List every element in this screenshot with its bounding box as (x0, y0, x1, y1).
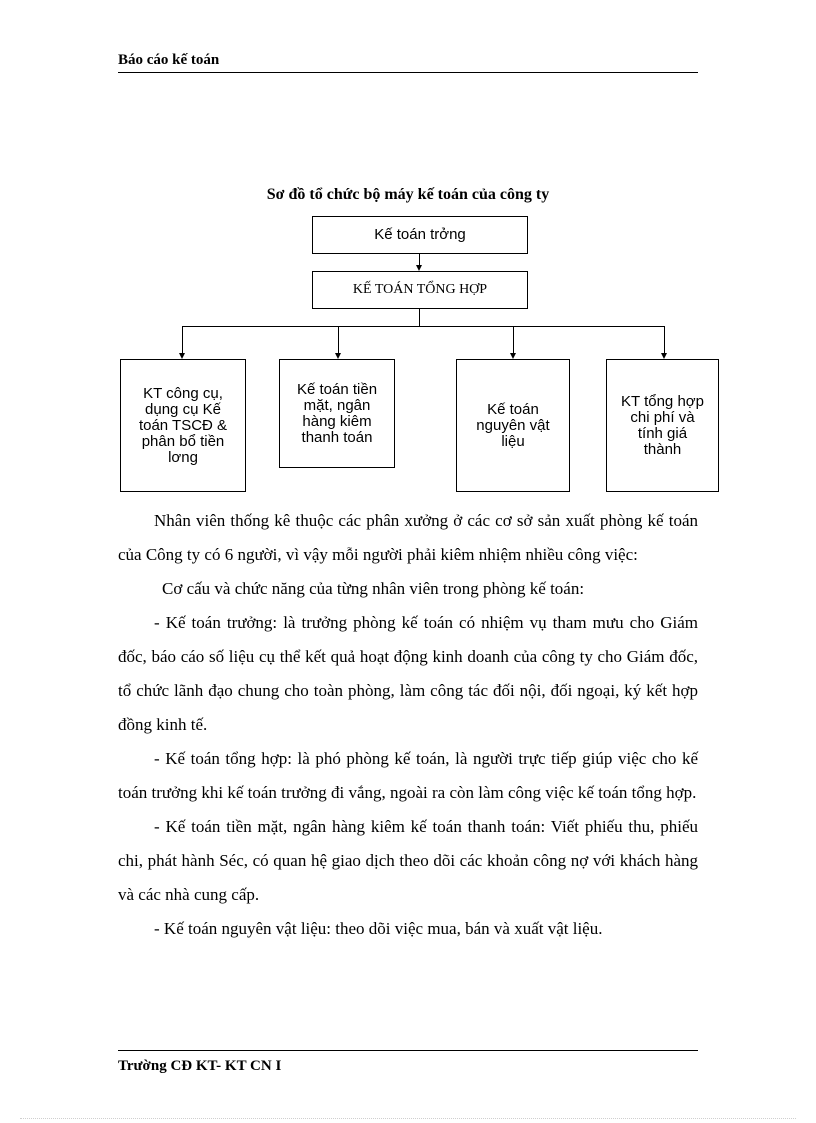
paragraph: Nhân viên thống kê thuộc các phân xưởng ở các cơ sở sản xuất phòng kế toán của Công ty có 6 người, vì vậy mỗi người phải kiêm nhiệm nhiều công việc: (118, 511, 698, 564)
materials-box (456, 359, 570, 492)
body-text (118, 504, 698, 946)
connector-child-1 (182, 326, 183, 353)
box-line: thành (643, 440, 682, 458)
general-accountant-box (312, 271, 528, 309)
footer-title: Trường CĐ KT- KT CN I (118, 1058, 282, 1074)
footer-rule (118, 1050, 698, 1051)
connector-horizontal (182, 326, 664, 327)
connector-child-2 (338, 326, 339, 353)
chief-accountant-box (312, 216, 528, 254)
connector-child-3 (513, 326, 514, 353)
box-line: mặt, ngân (303, 396, 371, 414)
chief-accountant-label: Kế toán trởng (374, 226, 466, 243)
cash-bank-payment-box (279, 359, 395, 468)
page-edge-dots (20, 1118, 796, 1119)
box-line: tính giá (637, 424, 688, 442)
box-line: toán TSCĐ & (138, 416, 228, 434)
box-line: thanh toán (301, 428, 373, 446)
connector-child-4 (664, 326, 665, 353)
box-line: Kế toán tiền (296, 380, 378, 398)
paragraph: - Kế toán nguyên vật liệu: theo dõi việc mua, bán và xuất vật liệu. (154, 919, 603, 938)
box-line: KT công cụ, (143, 384, 223, 402)
header-rule (118, 72, 698, 73)
paragraph: - Kế toán tổng hợp: là phó phòng kế toán, là người trực tiếp giúp việc cho kế toán trưởng khi kế toán trưởng đi vắng, ngoài ra còn làm công việc kế toán tổng hợp. (118, 749, 698, 802)
box-line: dụng cụ Kế (145, 400, 221, 418)
header-title: Báo cáo kế toán (118, 52, 220, 68)
general-accountant-label: KẾ TOÁN TỔNG HỢP (352, 282, 488, 297)
box-line: phân bổ tiền (141, 432, 225, 450)
paragraph: - Kế toán tiền mặt, ngân hàng kiêm kế toán thanh toán: Viết phiếu thu, phiếu chi, phát hành Séc, có quan hệ giao dịch theo dõi các khoản công nợ với khách hàng và các nhà cung cấp. (118, 817, 698, 904)
cost-pricing-box (606, 359, 719, 492)
paragraph: Cơ cấu và chức năng của từng nhân viên trong phòng kế toán: (162, 579, 585, 598)
box-line: nguyên vật (476, 416, 550, 434)
connector-middle (419, 309, 420, 326)
box-line: lơng (168, 448, 198, 466)
box-line: chi phí và (630, 408, 695, 426)
tools-assets-payroll-box (120, 359, 246, 492)
box-line: KT tổng hợp (621, 392, 704, 410)
paragraph: - Kế toán trưởng: là trưởng phòng kế toán có nhiệm vụ tham mưu cho Giám đốc, báo cáo số liệu cụ thể kết quả hoạt động kinh doanh của công ty cho Giám đốc, tổ chức lãnh đạo chung cho toàn phòng, làm công tác đối nội, đối ngoại, ký kết hợp đồng kinh tế. (118, 613, 698, 734)
box-line: hàng kiêm (302, 412, 372, 430)
box-line: Kế toán (487, 400, 539, 418)
box-line: liệu (501, 432, 525, 450)
diagram-title: Sơ đồ tổ chức bộ máy kế toán của công ty (266, 186, 550, 203)
